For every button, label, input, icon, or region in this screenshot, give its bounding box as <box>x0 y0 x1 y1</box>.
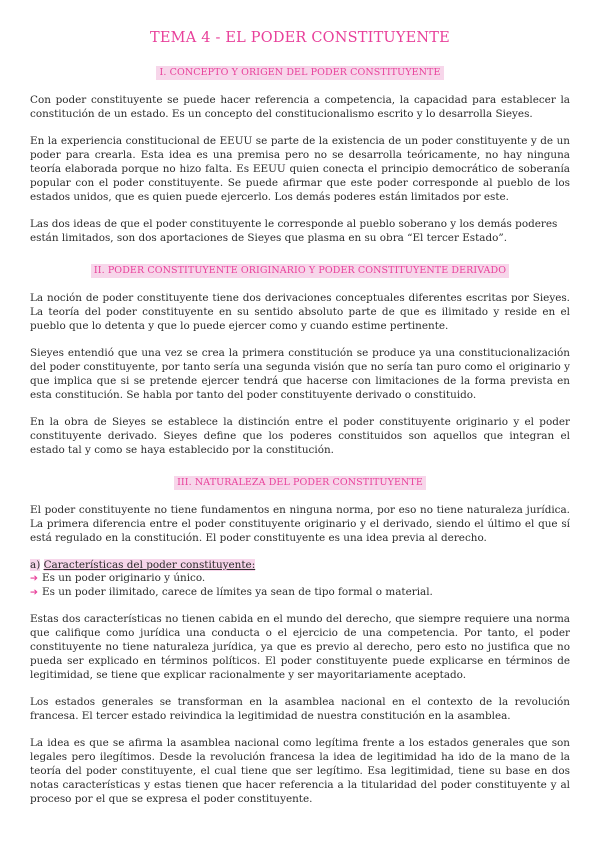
list-item <box>30 572 570 586</box>
section-heading-naturaleza <box>30 470 570 490</box>
characteristics-list <box>30 572 570 599</box>
paragraph: Las dos ideas de que el poder constituyente le corresponde al pueblo soberano y los demás poderes están limitados, son dos aportaciones de Sieyes que plasma en su obra “El tercer Estado”. <box>30 218 558 244</box>
arrow-right-icon: ➔ <box>30 586 38 598</box>
subheading-text: Características del poder constituyente: <box>43 559 256 571</box>
paragraph: Estas dos características no tienen cabida en el mundo del derecho, que siempre requiere una norma que califique como jurídica una conducta o el ejercicio de una competencia. Por tanto, el poder constituyente no tiene naturaleza jurídica, ya que es previo al derecho, pero esto no justifica que no pueda ser explicado en términos políticos. El poder constituyente puede explicarse en términos de legitimidad, se tiene que explicar racionalmente y ser mayoritariamente aceptado. <box>30 613 570 681</box>
paragraph: En la experiencia constitucional de EEUU se parte de la existencia de un poder constituyente y de un poder para crearla. Esta idea es una premisa pero no se desarrolla teóricamente, no hay ninguna teoría elaborada porque no hizo falta. Es EEUU quien conecta el principio democrático de soberanía popular con el poder constituyente. Se puede afirmar que este poder corresponde al pueblo de los estados unidos, que es quien puede ejercerlo. Los demás poderes están limitados por este. <box>30 135 570 203</box>
section-heading-text: II. PODER CONSTITUYENTE ORIGINARIO Y PODER CONSTITUYENTE DERIVADO <box>91 264 509 278</box>
page-title: TEMA 4 - EL PODER CONSTITUYENTE <box>150 30 450 46</box>
list-item <box>30 586 570 600</box>
section-heading-concepto <box>30 60 570 80</box>
section-heading-text: I. CONCEPTO Y ORIGEN DEL PODER CONSTITUYENTE <box>156 66 443 80</box>
subheading-caracteristicas <box>30 558 570 572</box>
subheading-prefix: a) <box>30 559 41 571</box>
paragraph: Con poder constituyente se puede hacer referencia a competencia, la capacidad para establecer la constitución de un estado. Es un concepto del constitucionalismo escrito y lo desarrolla Sieyes. <box>30 94 570 120</box>
paragraph: Sieyes entendió que una vez se crea la primera constitución se produce ya una constitucionalización del poder constituyente, por tanto sería una segunda visión que no sería tan puro como el originario y que implica que si se pretende ejercer tendrá que hacerse con limitaciones de la forma prevista en esta constitución. Se habla por tanto del poder constituyente derivado o constituido. <box>30 347 570 401</box>
paragraph: La noción de poder constituyente tiene dos derivaciones conceptuales diferentes escritas por Sieyes. La teoría del poder constituyente en su sentido absoluto parte de que es ilimitado y reside en el pueblo que lo detenta y que lo puede ejercer como y cuando estime pertinente. <box>30 292 570 332</box>
list-item-text: Es un poder originario y único. <box>42 572 206 584</box>
section-heading-text: III. NATURALEZA DEL PODER CONSTITUYENTE <box>174 476 426 490</box>
arrow-right-icon: ➔ <box>30 573 38 584</box>
paragraph: La idea es que se afirma la asamblea nacional como legítima frente a los estados generales que son legales pero ilegítimos. Desde la revolución francesa la idea de legitimidad ha ido de la mano de la teoría del poder constituyente, el cual tiene que ser legítimo. Esa legitimidad, tiene su base en dos notas características y estas tienen que hacer referencia a la titularidad del poder constituyente y al proceso por el que se expresa el poder constituyente. <box>30 737 570 805</box>
paragraph: En la obra de Sieyes se establece la distinción entre el poder constituyente originario y el poder constituyente derivado. Sieyes define que los poderes constituidos son aquellos que integran el estado tal y como se haya establecido por la constitución. <box>30 416 570 456</box>
paragraph: El poder constituyente no tiene fundamentos en ninguna norma, por eso no tiene naturaleza jurídica. La primera diferencia entre el poder constituyente originario y el derivado, siendo el último el que sí está regulado en la constitución. El poder constituyente es una idea previa al derecho. <box>30 504 570 544</box>
section-heading-originario-derivado <box>30 258 570 278</box>
list-item-text: Es un poder ilimitado, carece de límites ya sean de tipo formal o material. <box>42 585 433 598</box>
paragraph: Los estados generales se transforman en la asamblea nacional en el contexto de la revolución francesa. El tercer estado reivindica la legitimidad de nuestra constitución en la asamblea. <box>30 696 570 722</box>
